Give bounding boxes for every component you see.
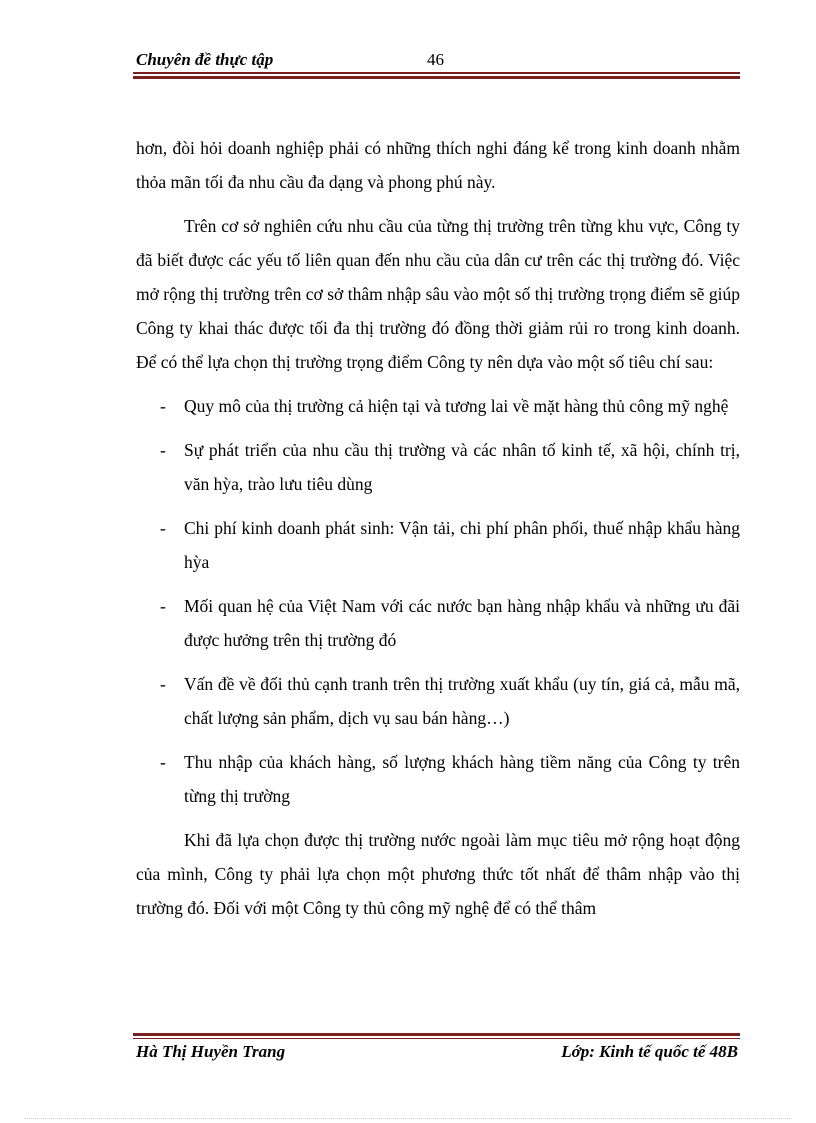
page-number: 46 bbox=[427, 50, 444, 69]
header-rule-thick bbox=[133, 76, 740, 79]
page-edge-dotted-line bbox=[24, 1118, 792, 1119]
bullet-dash: - bbox=[160, 518, 166, 538]
paragraph-continued: hơn, đòi hỏi doanh nghiệp phải có những thích nghi đáng kể trong kinh doanh nhằm thỏa mãn tối đa nhu cầu đa dạng và phong phú này. bbox=[136, 138, 740, 192]
bullet-dash: - bbox=[160, 596, 166, 616]
list-item bbox=[136, 389, 740, 423]
footer-author: Hà Thị Huyền Trang bbox=[136, 1042, 286, 1061]
list-item bbox=[136, 589, 740, 657]
bullet-dash: - bbox=[160, 396, 166, 416]
body-content bbox=[136, 131, 740, 935]
list-item bbox=[136, 511, 740, 579]
header-rule bbox=[133, 72, 740, 74]
bullet-dash: - bbox=[160, 440, 166, 460]
list-item-text: Thu nhập của khách hàng, số lượng khách hàng tiềm năng của Công ty trên từng thị trường bbox=[184, 752, 740, 806]
paragraph: Trên cơ sở nghiên cứu nhu cầu của từng thị trường trên từng khu vực, Công ty đã biết được các yếu tố liên quan đến nhu cầu của dân cư trên các thị trường đó. Việc mở rộng thị trường trên cơ sở thâm nhập sâu vào một số thị trường trọng điểm sẽ giúp Công ty khai thác được tối đa thị trường đó đồng thời giảm rủi ro trong kinh doanh. Để có thể lựa chọn thị trường trọng điểm Công ty nên dựa vào một số tiêu chí sau: bbox=[136, 216, 740, 372]
list-item-text: Vấn đề về đối thủ cạnh tranh trên thị trường xuất khẩu (uy tín, giá cả, mẫu mã, chất lượng sản phẩm, dịch vụ sau bán hàng…) bbox=[184, 674, 740, 728]
list-item bbox=[136, 433, 740, 501]
list-item-text: Mối quan hệ của Việt Nam với các nước bạn hàng nhập khẩu và những ưu đãi được hưởng trên thị trường đó bbox=[184, 596, 740, 650]
list-item-text: Sự phát triển của nhu cầu thị trường và các nhân tố kinh tế, xã hội, chính trị, văn hỳa, trào lưu tiêu dùng bbox=[184, 440, 740, 494]
paragraph: Khi đã lựa chọn được thị trường nước ngoài làm mục tiêu mở rộng hoạt động của mình, Công ty phải lựa chọn một phương thức tốt nhất để thâm nhập vào thị trường đó. Đối với một Công ty thủ công mỹ nghệ để có thể thâm bbox=[136, 830, 740, 918]
bullet-dash: - bbox=[160, 752, 166, 772]
criteria-list bbox=[136, 389, 740, 813]
footer-class: Lớp: Kinh tế quốc tế 48B bbox=[561, 1042, 738, 1061]
list-item-text: Quy mô của thị trường cả hiện tại và tương lai về mặt hàng thủ công mỹ nghệ bbox=[184, 396, 729, 416]
footer-rule-thick bbox=[133, 1033, 740, 1036]
list-item bbox=[136, 745, 740, 813]
list-item-text: Chi phí kinh doanh phát sinh: Vận tải, chi phí phân phối, thuế nhập khẩu hàng hỳa bbox=[184, 518, 740, 572]
list-item bbox=[136, 667, 740, 735]
bullet-dash: - bbox=[160, 674, 166, 694]
footer-rule bbox=[133, 1038, 740, 1039]
header-title: Chuyên đề thực tập bbox=[136, 50, 274, 69]
